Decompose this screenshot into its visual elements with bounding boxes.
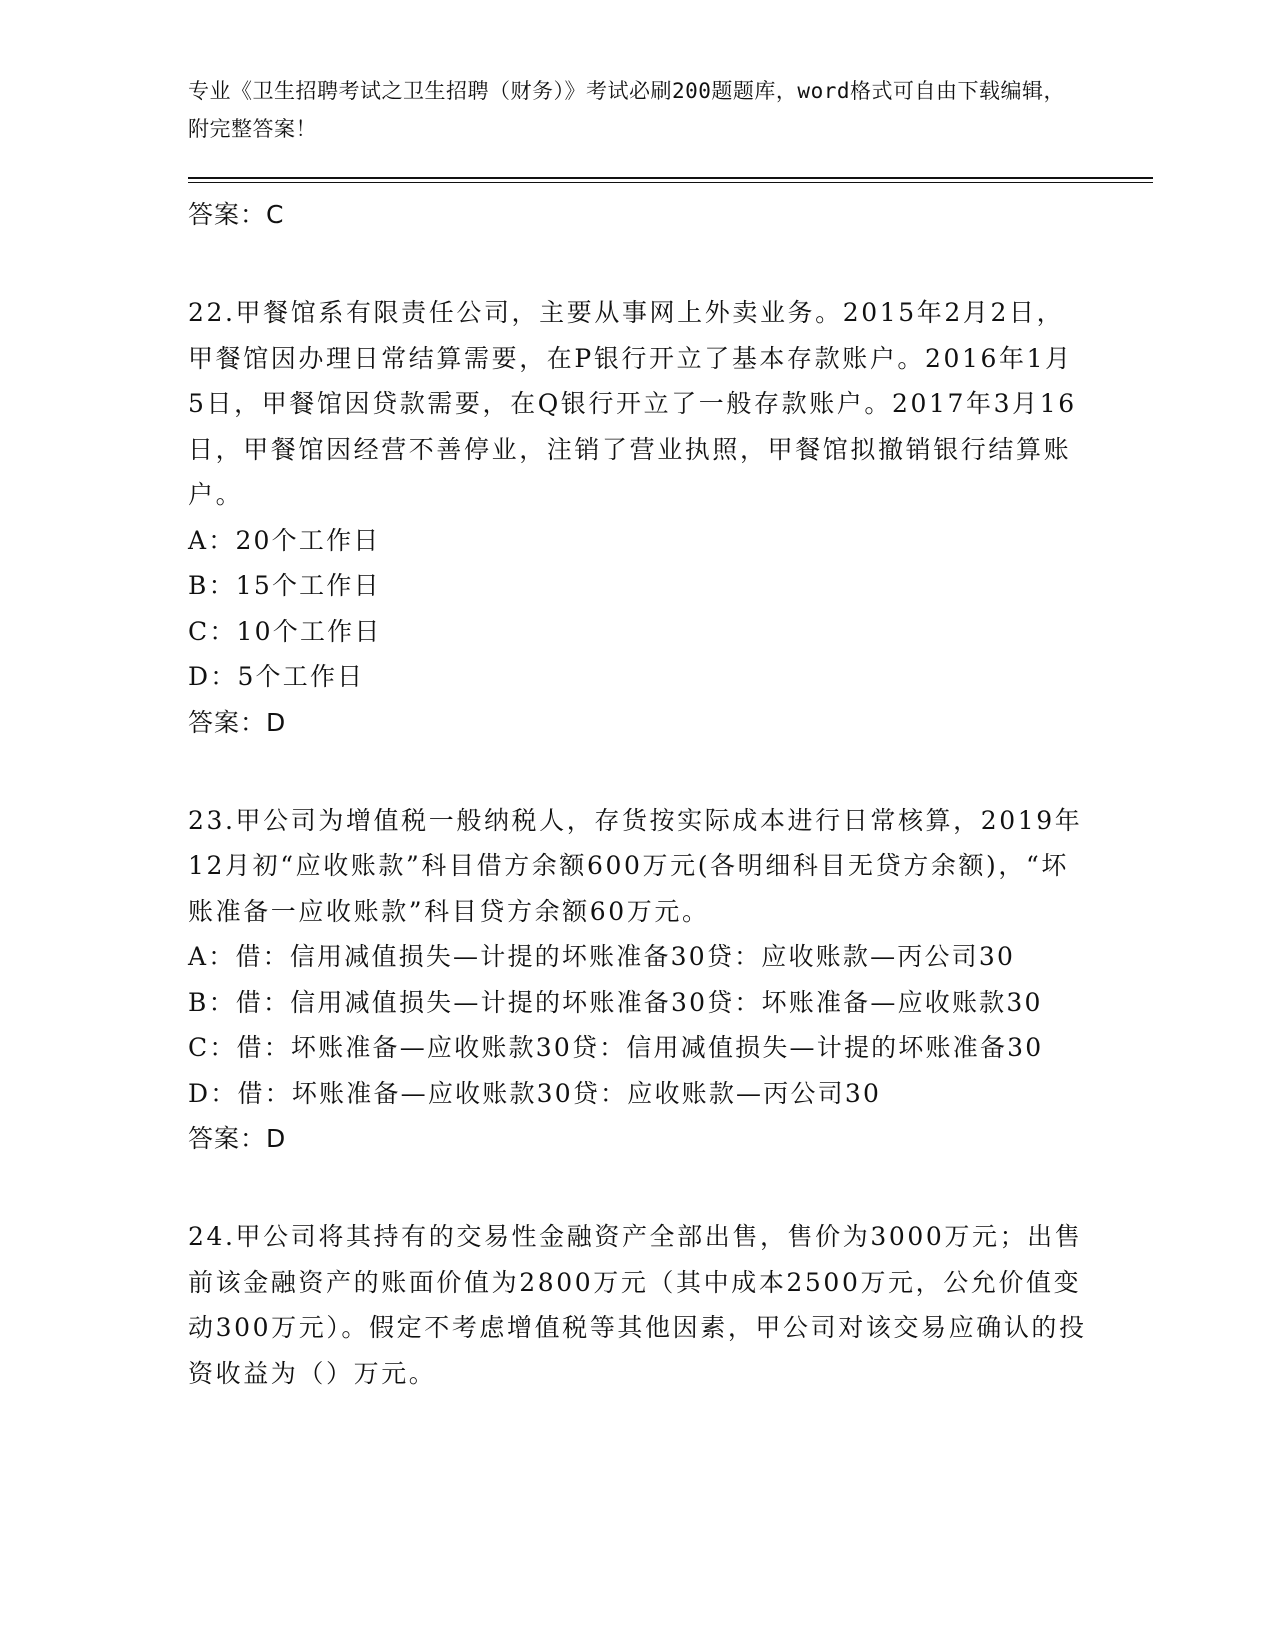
question-22 [188,290,1153,746]
answer-23: 答案：D [188,1124,287,1153]
option-a: A：20个工作日 [188,525,381,555]
option-b: B：15个工作日 [188,571,381,600]
option-c: C：借：坏账准备—应收账款30贷：信用减值损失—计提的坏账准备30 [188,1033,1044,1062]
option-d: D：借：坏账准备—应收账款30贷：应收账款—丙公司30 [188,1078,882,1108]
question-stem: 23.甲公司为增值税一般纳税人，存货按实际成本进行日常核算，2019年12月初“应收账款”科目借方余额600万元(各明细科目无贷方余额)，“坏账准备一应收账款”科目贷方余额60万元。 [188,805,1083,926]
option-c: C：10个工作日 [188,616,382,646]
header-rule-thin [188,182,1153,183]
answer-21: 答案：C [188,200,285,229]
option-d: D：5个工作日 [188,662,365,691]
header-rule-thick [188,177,1153,179]
question-24 [188,1214,1153,1396]
option-a: A：借：信用减值损失—计提的坏账准备30贷：应收账款—丙公司30 [188,942,1016,971]
document-header: 专业《卫生招聘考试之卫生招聘（财务）》考试必刷200题题库，word格式可自由下载编辑，附完整答案！ [188,79,1065,141]
answer-22: 答案：D [188,707,287,737]
document-page [188,72,1153,1396]
question-stem: 22.甲餐馆系有限责任公司，主要从事网上外卖业务。2015年2月2日，甲餐馆因办理日常结算需要，在P银行开立了基本存款账户。2016年1月5日，甲餐馆因贷款需要，在Q银行开立了一般存款账户。2017年3月16日，甲餐馆因经营不善停业，注销了营业执照，甲餐馆拟撤销银行结算账户。 [188,298,1077,509]
option-b: B：借：信用减值损失—计提的坏账准备30贷：坏账准备—应收账款30 [188,987,1043,1017]
question-23 [188,798,1153,1163]
question-stem: 24.甲公司将其持有的交易性金融资产全部出售，售价为3000万元；出售前该金融资产的账面价值为2800万元（其中成本2500万元，公允价值变动300万元）。假定不考虑增值税等其他因素，甲公司对该交易应确认的投资收益为（）万元。 [188,1222,1087,1388]
